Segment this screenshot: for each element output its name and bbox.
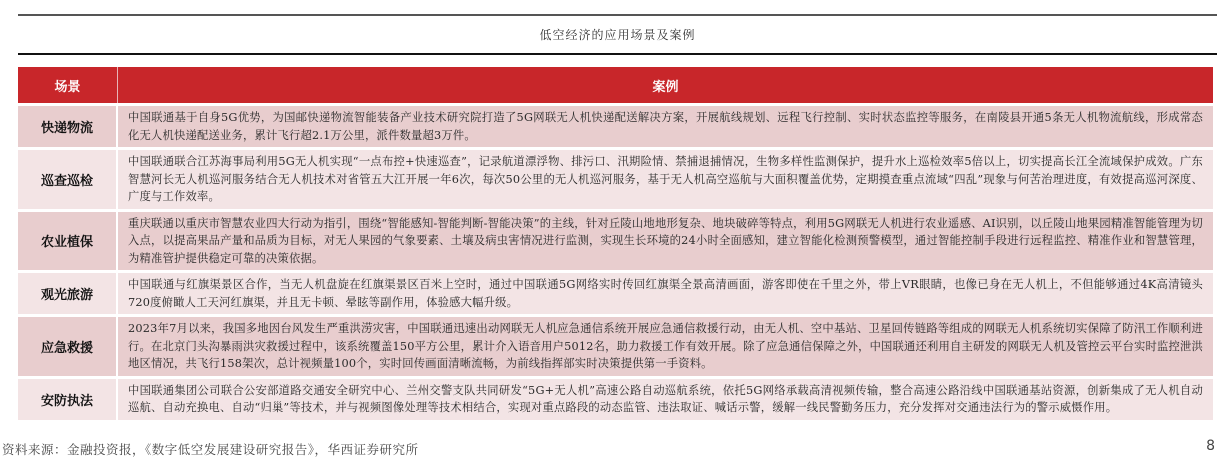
- table-row: [18, 314, 1213, 376]
- header-scene: 场景: [18, 67, 118, 103]
- table-row: [18, 209, 1213, 271]
- case-cell: 中国联通联合江苏海事局利用5G无人机实现“一点布控+快速巡查”，记录航道漂浮物、排污口、汛期险情、禁捕退捕情况，生物多样性监测保护，提升水上巡检效率5倍以上，切实提高长江全流域保护成效。广东智慧河长无人机巡河服务结合无人机技术对省管五大江开展一年6次，每次50公里的无人机巡河服务，基于无人机高空巡航与大面积覆盖优势，定期摸查重点流域“四乱”现象与何苦治理进度，有效提高巡河深度、广度与工作效率。: [118, 147, 1213, 209]
- case-cell: 重庆联通以重庆市智慧农业四大行动为指引，围绕“智能感知-智能判断-智能决策”的主线，针对丘陵山地地形复杂、地块破碎等特点，利用5G网联无人机进行农业遥感、AI识别，以丘陵山地果园精准智能管理为切入点，以提高果品产量和品质为目标，对无人果园的气象要素、土壤及病虫害情况进行监测，实现生长环境的24小时全面感知，建立智能化检测预警模型，通过智能控制手段进行远程监控、精准作业和智慧管理，为精准管护提供稳定可靠的决策依据。: [118, 209, 1213, 271]
- case-cell: 2023年7月以来，我国多地因台风发生严重洪涝灾害，中国联通迅速出动网联无人机应急通信系统开展应急通信救援行动，由无人机、空中基站、卫星回传链路等组成的网联无人机系统切实保障了防汛工作顺利进行。在北京门头沟暴雨洪灾救援过程中，该系统覆盖150平方公里，累计介入语音用户5012名，助力救援工作有效开展。除了应急通信保障之外，中国联通还利用自主研发的网联无人机及管控云平台实时监控泄洪地区情况，共飞行158架次，总计视频量100个，实时回传画面清晰流畅，为前线指挥部实时决策提供第一手资料。: [118, 314, 1213, 376]
- case-cell: 中国联通基于自身5G优势，为国邮快递物流智能装备产业技术研究院打造了5G网联无人机快递配送解决方案，开展航线规划、远程飞行控制、实时状态监控等服务，在南陵县开通5条无人机物流航线，形成常态化无人机快递配送业务，累计飞行超2.1万公里，派件数量超3万件。: [118, 103, 1213, 147]
- scenarios-table: [18, 67, 1213, 420]
- top-rule: [18, 14, 1217, 16]
- table-row: [18, 103, 1213, 147]
- scene-cell: 安防执法: [18, 376, 118, 420]
- table-caption: 低空经济的应用场景及案例: [539, 28, 696, 42]
- scene-cell: 应急救援: [18, 314, 118, 376]
- case-cell: 中国联通与红旗渠景区合作，当无人机盘旋在红旗渠景区百米上空时，通过中国联通5G网络实时传回红旗渠全景高清画面，游客即使在千里之外，带上VR眼睛，也像已身在无人机上，不但能够通过4K高清镜头720度俯瞰人工天河红旗渠，并且无卡顿、晕眩等副作用，体验感大幅升级。: [118, 270, 1213, 314]
- source-note: 资料来源：金融投资报，《数字低空发展建设研究报告》，华西证券研究所: [2, 442, 419, 457]
- scene-cell: 观光旅游: [18, 270, 118, 314]
- table-row: [18, 270, 1213, 314]
- scene-cell: 巡查巡检: [18, 147, 118, 209]
- caption-rule: [18, 53, 1217, 55]
- scene-cell: 快递物流: [18, 103, 118, 147]
- table-row: [18, 147, 1213, 209]
- scene-cell: 农业植保: [18, 209, 118, 271]
- case-cell: 中国联通集团公司联合公安部道路交通安全研究中心、兰州交警支队共同研发“5G+无人机”高速公路自动巡航系统，依托5G网络承载高清视频传输，整合高速公路沿线中国联通基站资源，创新集成了无人机自动巡航、自动充换电、自动“归巢”等技术，并与视频图像处理等技术相结合，实现对重点路段的动态监管、违法取证、喊话示警，缓解一线民警勤务压力，充分发挥对交通违法行为的警示威慑作用。: [118, 376, 1213, 420]
- table-header-row: [18, 67, 1213, 103]
- page-number: 8: [1206, 438, 1215, 454]
- header-case: 案例: [118, 67, 1213, 103]
- table-row: [18, 376, 1213, 420]
